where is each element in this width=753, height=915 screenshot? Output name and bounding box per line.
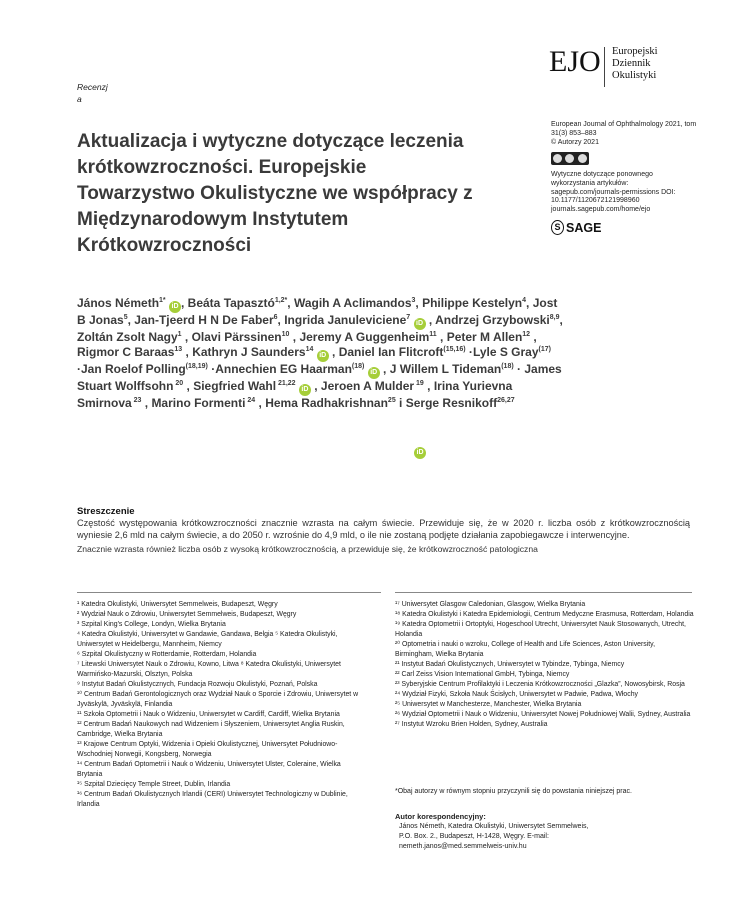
correspondence	[395, 812, 695, 852]
author-name: Zoltán Zsolt Nagy	[77, 330, 178, 344]
doi-link[interactable]: 10.1177/1120672121998960	[551, 197, 640, 205]
author-separator: ,	[289, 330, 300, 344]
footnote-rule	[77, 592, 381, 593]
correspondence-heading: Autor korespondencyjny:	[395, 812, 486, 821]
author-name: Andrzej Grzybowski	[435, 313, 550, 327]
author-separator: ,	[127, 313, 135, 327]
affiliation-item: ¹⁶ Centrum Badań Okulistycznych Irlandii (CERI) Uniwersytet Technologiczny w Dublinie, Irlandia	[77, 791, 348, 808]
reuse-info	[551, 171, 701, 215]
author-name: Kathryn J Saunders	[192, 345, 306, 360]
journal-logo: EJO	[549, 45, 601, 78]
footnote-rule	[395, 592, 692, 593]
article-type-line: a	[77, 94, 82, 104]
abstract-body: Częstość występowania krótkowzroczności znacznie wzrasta na całym świecie. Przewiduje się, że w 2020 r. liczba osób z krótkowzrocznością wyniesie 2,6 mld na całym świecie, a do 2050 r. wzrośnie do 4,9 mld, o ile nie zostaną podjęte działania zapobiegawcze i interwencyjne.	[77, 518, 690, 540]
publisher-name: SAGE	[566, 220, 602, 235]
author-affiliation-ref: 10	[281, 331, 290, 338]
author-affiliation-ref: 14	[305, 346, 314, 354]
affiliation-item: ²⁶ Wydział Optometrii i Nauk o Widzeniu, Uniwersytet Nowej Południowej Walii, Sydney, Australia	[395, 711, 691, 718]
author-affiliation-ref: 20	[173, 380, 184, 388]
author-name: Hema Radhakrishnan	[265, 396, 388, 411]
journal-info-line: European Journal of Ophthalmology 2021, tom	[551, 121, 697, 128]
abstract-heading: Streszczenie	[77, 506, 135, 517]
author-separator: ,	[379, 362, 390, 377]
author-name: Olavi Pärssinen	[191, 330, 282, 344]
author-affiliation-ref: 13	[174, 346, 183, 354]
article-type	[77, 81, 108, 105]
author-affiliation-ref: 7	[406, 314, 411, 321]
author-separator: ,	[182, 345, 193, 360]
orcid-icon[interactable]: iD	[317, 350, 329, 362]
affiliation-item: ²⁴ Wydział Fizyki, Szkoła Nauk Ścisłych, Uniwersytet w Padwie, Padwa, Włochy	[395, 691, 638, 698]
author-separator: ,	[530, 330, 537, 344]
author-list	[77, 296, 567, 411]
orcid-icon[interactable]: iD	[414, 447, 426, 459]
permissions-link[interactable]: sagepub.com/journals-permissions DOI:	[551, 188, 676, 196]
affiliation-item: ¹³ Krajowe Centrum Optyki, Widzenia i Opieki Okulistycznej, Uniwersytet Południowo-Wschodniej Norwegii, Kongsberg, Norwegia	[77, 741, 338, 758]
correspondence-email[interactable]: nemeth.janos@med.semmelweis-univ.hu	[399, 843, 527, 850]
author-name: Lyle S Gray	[472, 345, 539, 360]
author-name: Jost B Jonas	[77, 296, 558, 327]
affiliation-item: ²⁵ Uniwersytet w Manchesterze, Manchester, Wielka Brytania	[395, 701, 582, 708]
author-affiliation-ref: 24	[245, 397, 256, 405]
author-affiliation-ref: 12	[522, 331, 531, 338]
author-separator: ·	[465, 345, 473, 360]
reuse-line: Wytyczne dotyczące ponownego	[551, 171, 653, 178]
journal-info-line: 31(3) 853–883	[551, 129, 597, 137]
journal-info	[551, 121, 701, 147]
equal-contribution-note: *Obaj autorzy w równym stopniu przyczynili się do powstania niniejszej prac.	[395, 788, 632, 795]
journal-home-link[interactable]: journals.sagepub.com/home/ejo	[551, 206, 651, 214]
journal-logo-text	[612, 46, 658, 82]
author-name: James Stuart Wolffsohn	[77, 362, 562, 394]
author-separator: ,	[559, 313, 563, 327]
affiliation-item: ¹⁴ Centrum Badań Optometrii i Nauk o Widzeniu, Uniwersytet Ulster, Coleraine, Wielka Brytania	[77, 761, 341, 778]
affiliation-item: ³ Szpital King's College, Londyn, Wielka Brytania	[77, 621, 226, 628]
author-affiliation-ref: 8,9	[549, 314, 560, 321]
author-affiliation-ref: (18,19)	[185, 363, 208, 371]
author-separator: ,	[415, 296, 423, 310]
author-separator: ,	[287, 296, 294, 310]
affiliation-item: ⁹ Instytut Badań Okulistycznych, Fundacja Rozwoju Okulistyki, Poznań, Polska	[77, 681, 318, 688]
cc-license-icon[interactable]	[551, 152, 589, 165]
author-affiliation-ref: 1*	[159, 297, 166, 304]
author-name: Marino Formenti	[151, 396, 246, 411]
affiliation-item: ² Wydział Nauk o Zdrowiu, Uniwersytet Semmelweis, Budapeszt, Węgry	[77, 611, 297, 618]
author-name: Beáta Tapasztó	[187, 296, 275, 310]
author-affiliation-ref: 1,2*	[274, 297, 288, 304]
affiliation-item: ²³ Syberyjskie Centrum Profilaktyki i Leczenia Krótkowzroczności „Glazka”, Nowosybirsk, Rosja	[395, 681, 685, 688]
author-affiliation-ref: 4	[522, 297, 527, 304]
affiliation-item: ⁶ Szpital Okulistyczny w Rotterdamie, Rotterdam, Holandia	[77, 651, 257, 658]
author-separator: ·	[513, 362, 525, 377]
author-name: Philippe Kestelyn	[422, 296, 523, 310]
author-name: Irina Yurievna Smirnova	[77, 379, 513, 411]
affiliation-item: ¹ Katedra Okulistyki, Uniwersytet Semmelweis, Budapeszt, Węgry	[77, 601, 278, 608]
author-name: Jan Roelof Polling	[81, 362, 186, 377]
correspondence-line: János Németh, Katedra Okulistyki, Uniwersytet Semmelweis,	[399, 823, 589, 830]
affiliation-item: ¹⁰ Centrum Badań Gerontologicznych oraz Wydział Nauk o Sporcie i Zdrowiu, Uniwersytet w Jyväskylä, Jyväskylä, Finlandia	[77, 691, 359, 708]
correspondence-line: P.O. Box. 2., Budapeszt, H-1428, Węgry. E-mail:	[399, 833, 549, 840]
author-name: Serge Resnikoff	[405, 396, 498, 411]
author-name: Jeremy A Guggenheim	[299, 330, 430, 344]
author-name: Daniel Ian Flitcroft	[338, 345, 444, 360]
orcid-icon[interactable]: iD	[368, 367, 380, 379]
affiliation-item: ²⁷ Instytut Wzroku Brien Holden, Sydney, Australia	[395, 721, 548, 728]
author-separator: ,	[181, 330, 192, 344]
journal-info-line: © Autorzy 2021	[551, 138, 599, 146]
author-separator: ,	[436, 330, 447, 344]
author-affiliation-ref: 3	[411, 297, 416, 304]
affiliations-left	[77, 600, 367, 810]
author-separator: ,	[425, 313, 436, 327]
sage-s-icon: S	[551, 220, 564, 235]
affiliation-item: ¹⁵ Szpital Dziecięcy Temple Street, Dublin, Irlandia	[77, 781, 231, 788]
author-name: Siegfried Wahl	[193, 379, 277, 394]
publisher-logo	[551, 220, 601, 235]
author-affiliation-ref: (15,16)	[443, 346, 466, 354]
author-affiliation-ref: (18)	[351, 363, 365, 371]
author-separator: ,	[255, 396, 266, 411]
author-separator: ,	[423, 379, 434, 394]
author-name: Peter M Allen	[446, 330, 523, 344]
author-separator: ·	[207, 362, 216, 377]
author-name: Ingrida Januleviciene	[284, 313, 407, 327]
affiliation-item: ¹¹ Szkoła Optometrii i Nauk o Widzeniu, Uniwersytet w Cardiff, Cardiff, Wielka Brytania	[77, 711, 340, 718]
author-separator: ,	[141, 396, 152, 411]
author-affiliation-ref: 26,27	[497, 397, 515, 405]
affiliation-item: ¹⁹ Katedra Optometrii i Ortoptyki, Hogeschool Utrecht, Uniwersytet Nauk Stosowanych, Utrecht, Holandia	[395, 621, 686, 638]
author-affiliation-ref: 6	[273, 314, 278, 321]
article-type-line: Recenzj	[77, 82, 108, 92]
author-separator: ,	[181, 296, 188, 310]
affiliation-item: ²¹ Instytut Badań Okulistycznych, Uniwersytet w Tybindze, Tybinga, Niemcy	[395, 661, 625, 668]
logo-line: Okulistyki	[612, 70, 657, 81]
logo-line: Europejski	[612, 46, 658, 57]
affiliation-item: ¹² Centrum Badań Naukowych nad Widzeniem i Słyszeniem, Uniwersytet Anglia Ruskin, Cambridge, Wielka Brytania	[77, 721, 345, 738]
affiliation-item: ²² Carl Zeiss Vision International GmbH, Tybinga, Niemcy	[395, 671, 570, 678]
author-separator: ,	[328, 345, 339, 360]
author-name: Rigmor C Baraas	[77, 345, 175, 360]
author-name: Annechien EG Haarman	[215, 362, 352, 377]
author-affiliation-ref: (18)	[501, 363, 514, 371]
orcid-icon[interactable]: iD	[414, 318, 426, 330]
author-separator: ·	[77, 362, 81, 377]
author-name: János Németh	[77, 296, 160, 310]
logo-line: Dziennik	[612, 58, 651, 69]
author-separator: ,	[183, 379, 194, 394]
affiliations-right	[395, 600, 695, 730]
author-affiliation-ref: 25	[387, 397, 396, 405]
affiliation-item: ⁷ Litewski Uniwersytet Nauk o Zdrowiu, Kowno, Litwa ⁸ Katedra Okulistyki, Uniwersytet Warmińsko-Mazurski, Olsztyn, Polska	[77, 661, 341, 678]
affiliation-item: ¹⁷ Uniwersytet Glasgow Caledonian, Glasgow, Wielka Brytania	[395, 601, 586, 608]
author-separator: ,	[526, 296, 533, 310]
author-affiliation-ref: 19	[414, 380, 424, 388]
orcid-icon[interactable]: iD	[169, 301, 181, 313]
author-separator: i	[395, 396, 406, 411]
author-affiliation-ref: 1	[177, 331, 182, 338]
logo-divider	[604, 47, 605, 87]
author-name: J Willem L Tideman	[389, 362, 502, 377]
author-separator: ,	[310, 379, 321, 394]
author-affiliation-ref: 21,22	[276, 380, 296, 388]
author-affiliation-ref: 5	[123, 314, 128, 321]
author-affiliation-ref: 23	[131, 397, 142, 405]
author-name: Jeroen A Mulder	[320, 379, 415, 394]
affiliation-item: ²⁰ Optometria i nauki o wzroku, College of Health and Life Sciences, Aston University, Birmingham, Wielka Brytania	[395, 641, 656, 658]
abstract-continuation: Znacznie wzrasta również liczba osób z wysoką krótkowzrocznością, a przewiduje się, że krótkowzroczność patologiczna	[77, 544, 538, 554]
article-title: Aktualizacja i wytyczne dotyczące leczenia krótkowzroczności. Europejskie Towarzystwo Okulistyczne we współpracy z Międzynarodowym Instytutem Krótkowzroczności	[77, 131, 473, 256]
author-separator: ,	[277, 313, 285, 327]
author-affiliation-ref: 11	[429, 331, 437, 338]
author-name: Jan-Tjeerd H N De Faber	[134, 313, 274, 327]
reuse-line: wykorzystania artykułów:	[551, 179, 629, 187]
author-name: Wagih A Aclimandos	[293, 296, 412, 310]
author-affiliation-ref: (17)	[538, 346, 551, 354]
affiliation-item: ⁴ Katedra Okulistyki, Uniwersytet w Gandawie, Gandawa, Belgia ⁵ Katedra Okulistyki, Uniwersytet w Heidelbergu, Mannheim, Niemcy	[77, 631, 338, 648]
orcid-icon[interactable]: iD	[299, 384, 311, 396]
affiliation-item: ¹⁸ Katedra Okulistyki i Katedra Epidemiologii, Centrum Medyczne Erasmusa, Rotterdam, Holandia	[395, 611, 694, 618]
